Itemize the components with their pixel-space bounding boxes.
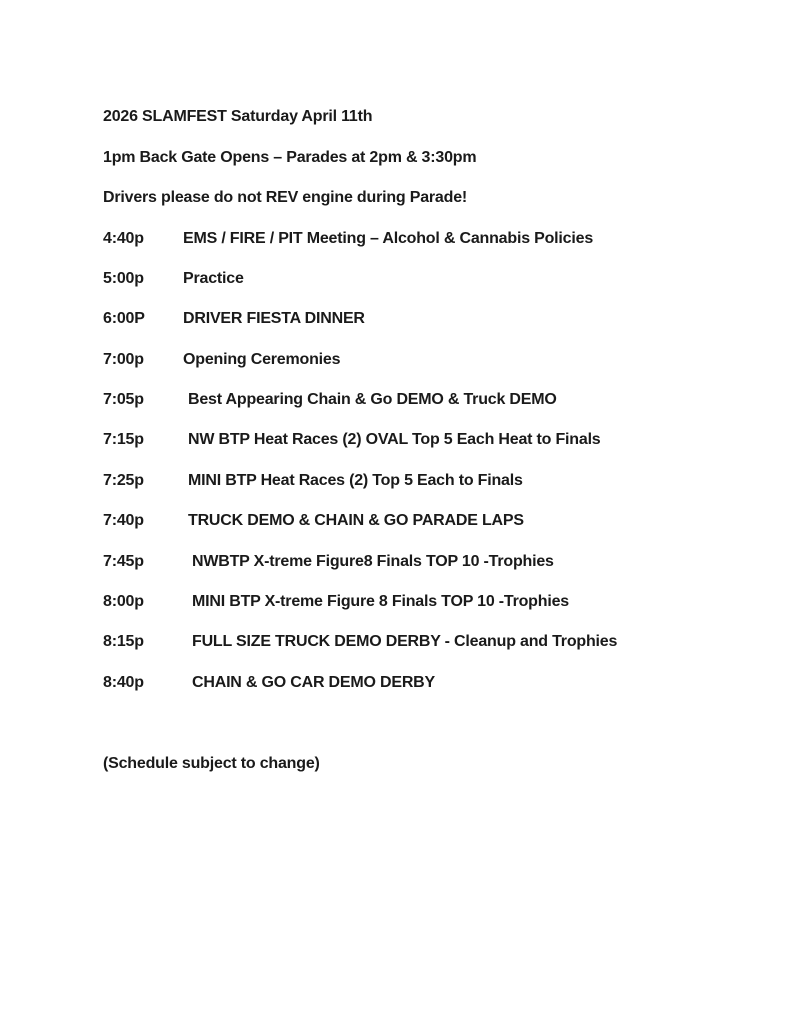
schedule-time: 7:00p [103, 351, 144, 368]
schedule-event: TRUCK DEMO & CHAIN & GO PARADE LAPS [188, 512, 524, 529]
schedule-event: Opening Ceremonies [183, 351, 341, 368]
parade-warning: Drivers please do not REV engine during Parade! [103, 189, 468, 206]
schedule-event: MINI BTP Heat Races (2) Top 5 Each to Finals [188, 472, 523, 489]
page-title: 2026 SLAMFEST Saturday April 11th [103, 108, 373, 125]
schedule-time: 8:15p [103, 633, 144, 650]
schedule-time: 7:05p [103, 391, 144, 408]
schedule-time: 8:00p [103, 593, 144, 610]
schedule-event: NW BTP Heat Races (2) OVAL Top 5 Each Heat to Finals [188, 431, 601, 448]
schedule-time: 4:40p [103, 230, 144, 247]
gate-info: 1pm Back Gate Opens – Parades at 2pm & 3:30pm [103, 149, 477, 166]
schedule-event: Practice [183, 270, 244, 287]
schedule-time: 7:45p [103, 553, 144, 570]
schedule-time: 5:00p [103, 270, 144, 287]
schedule-time: 7:25p [103, 472, 144, 489]
schedule-event: DRIVER FIESTA DINNER [183, 310, 365, 327]
schedule-time: 6:00P [103, 310, 145, 327]
schedule-event: EMS / FIRE / PIT Meeting – Alcohol & Cannabis Policies [183, 230, 594, 247]
schedule-time: 8:40p [103, 674, 144, 691]
schedule-event: CHAIN & GO CAR DEMO DERBY [192, 674, 436, 691]
schedule-event: MINI BTP X-treme Figure 8 Finals TOP 10 -Trophies [192, 593, 569, 610]
schedule-event: FULL SIZE TRUCK DEMO DERBY - Cleanup and Trophies [192, 633, 618, 650]
schedule-time: 7:40p [103, 512, 144, 529]
schedule-event: NWBTP X-treme Figure8 Finals TOP 10 -Trophies [192, 553, 554, 570]
schedule-event: Best Appearing Chain & Go DEMO & Truck DEMO [188, 391, 557, 408]
schedule-time: 7:15p [103, 431, 144, 448]
schedule-disclaimer: (Schedule subject to change) [103, 755, 320, 772]
